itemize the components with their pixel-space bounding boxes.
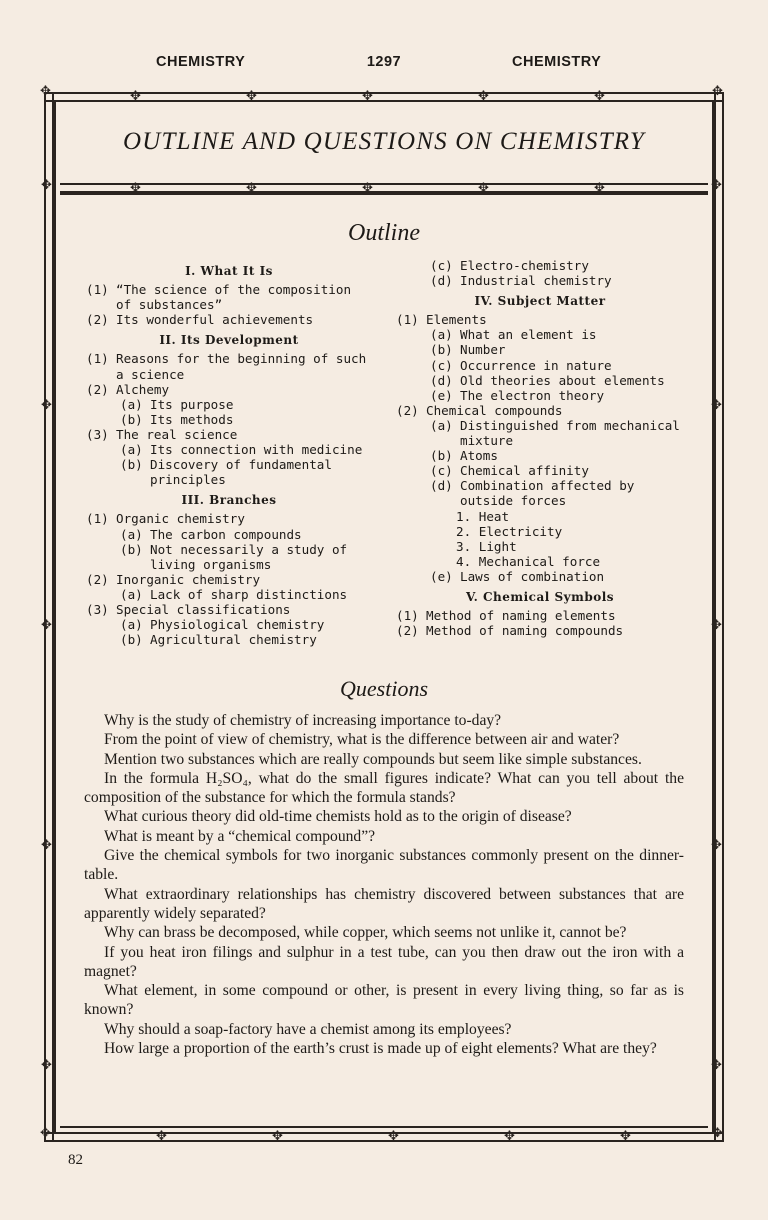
border-ornament-icon: ✥ [711, 617, 722, 632]
outline-subitem-text: Laws of combination [460, 568, 605, 584]
outline-subitem-letter: (a) [430, 327, 453, 343]
outline-subitem-text: Lack of sharp distinctions [150, 586, 348, 602]
outline-item [86, 427, 372, 442]
outline-subitem [86, 397, 372, 412]
outline-item-text: Method of naming elements [426, 608, 616, 624]
question-item: Give the chemical symbols for two inorganic substances commonly present on the dinner-table. [84, 847, 684, 884]
outline-item [396, 608, 684, 623]
outline-item [86, 511, 372, 526]
question-item: Why should a soap-factory have a chemist among its employees? [104, 1020, 512, 1038]
outline-subitem-text: The carbon compounds [150, 526, 302, 542]
question-item: What is meant by a “chemical compound”? [104, 827, 376, 845]
outline-item-text: Inorganic chemistry [116, 571, 261, 587]
outline-subitem-letter: (c) [430, 258, 453, 273]
outline-section-heading: III. Branches [181, 493, 277, 508]
outline-subitem [396, 478, 684, 508]
outline-item-number: (2) [86, 312, 109, 328]
page-number: 82 [68, 1152, 83, 1168]
outline-item [396, 312, 684, 327]
corner-ornament-icon: ✥ [40, 1125, 51, 1140]
page-title: OUTLINE AND QUESTIONS ON CHEMISTRY [123, 128, 645, 155]
outline-subitem [86, 587, 372, 602]
outline-item-number: (1) [86, 511, 109, 527]
outline-item [86, 602, 372, 617]
outline-subitem-text: What an element is [460, 327, 597, 343]
question-item: What extraordinary relationships has chemistry discovered between substances that are apparently widely separated? [84, 885, 684, 922]
question-item: How large a proportion of the earth’s crust is made up of eight elements? What are they? [104, 1040, 657, 1058]
outline-subitem-letter: (b) [120, 457, 143, 473]
border-ornament-icon: ✥ [478, 88, 489, 103]
border-ornament-icon: ✥ [156, 1128, 167, 1143]
outline-item-number: (1) [86, 351, 109, 367]
outline-item-text: “The science of the composition of substances” [116, 282, 352, 313]
outline-section-heading: I. What It Is [185, 264, 273, 278]
outline-subitem-text: The electron theory [460, 387, 605, 403]
outline-subitem-text: Its purpose [150, 396, 234, 412]
outline-subitem [396, 448, 684, 463]
outline-right-column [396, 258, 684, 638]
outline-subitem-letter: (a) [120, 526, 143, 542]
border-ornament-icon: ✥ [504, 1128, 515, 1143]
question-item: Why can brass be decomposed, while copper, which seems not unlike it, cannot be? [104, 924, 627, 942]
running-head-left: CHEMISTRY [156, 54, 246, 70]
outline-subitem [86, 617, 372, 632]
questions-list [84, 711, 684, 1058]
border-ornament-icon: ✥ [130, 88, 141, 103]
outline-section-heading: IV. Subject Matter [474, 294, 606, 309]
outline-subitem [396, 327, 684, 342]
border-ornament-icon: ✥ [711, 397, 722, 412]
outline-subitem-text: Discovery of fundamental principles [150, 457, 332, 488]
corner-ornament-icon: ✥ [712, 83, 723, 98]
outline-subitem-letter: (e) [430, 568, 453, 584]
questions-heading: Questions [340, 676, 428, 701]
outline-subitem-letter: (b) [120, 411, 143, 427]
outline-subsubitem: 1. Heat [456, 508, 510, 524]
question-item: In the formula H₂SO₄, what do the small figures indicate? What can you tell about the composition of the substance for which the formula stands? [84, 769, 684, 807]
question-item: Mention two substances which are really compounds but seem like simple substances. [104, 750, 642, 768]
outline-subitem-letter: (a) [430, 417, 453, 433]
outline-item-number: (3) [86, 426, 109, 442]
outline-item-text: Chemical compounds [426, 402, 563, 418]
outline-subitem-text: Combination affected by outside forces [460, 478, 635, 509]
outline-item [396, 623, 684, 638]
outline-item-number: (3) [86, 601, 109, 617]
outline-subitem-text: Number [460, 342, 506, 358]
question-item: From the point of view of chemistry, what is the difference between air and water? [104, 731, 620, 749]
outline-subsubitem: 2. Electricity [456, 523, 563, 539]
outline-subitem-letter: (d) [430, 478, 453, 494]
outline-heading: Outline [348, 220, 420, 246]
outline-subitem-letter: (c) [430, 463, 453, 479]
outline-subitem [396, 258, 684, 273]
border-ornament-icon: ✥ [41, 397, 52, 412]
border-ornament-icon: ✥ [130, 180, 141, 195]
outline-item-text: Elements [426, 312, 487, 328]
outline-subitem-letter: (a) [120, 617, 143, 633]
border-ornament-icon: ✥ [362, 88, 373, 103]
outline-subitem-letter: (e) [430, 387, 453, 403]
outline-subitem-letter: (a) [120, 442, 143, 458]
corner-ornament-icon: ✥ [40, 83, 51, 98]
border-ornament-icon: ✥ [388, 1128, 399, 1143]
border-ornament-icon: ✥ [711, 177, 722, 192]
outline-subitem-text: Not necessarily a study of living organisms [150, 541, 348, 572]
outline-subitem [86, 457, 372, 487]
outline-subitem-letter: (b) [430, 448, 453, 464]
outline-item-text: The real science [116, 426, 238, 442]
outline-subitem-letter: (a) [120, 396, 143, 412]
outline-item-text: Special classifications [116, 601, 291, 617]
outline-subitem-letter: (b) [120, 632, 143, 648]
outline-subitem [396, 373, 684, 388]
outline-item [86, 382, 372, 397]
outline-item-number: (2) [86, 571, 109, 587]
outline-subitem-text: Distinguished from mechanical mixture [460, 417, 680, 449]
outline-subitem [86, 542, 372, 572]
outline-item [86, 351, 372, 381]
outline-subitem [396, 342, 684, 357]
question-item: If you heat iron filings and sulphur in a test tube, can you then draw out the iron with a magnet? [84, 943, 684, 980]
question-item: What element, in some compound or other, is present in every living thing, so far as is known? [84, 982, 684, 1019]
border-ornament-icon: ✥ [41, 177, 52, 192]
outline-subitem-text: Old theories about elements [460, 372, 665, 388]
outline-item-number: (1) [396, 312, 419, 328]
outline-item [396, 403, 684, 418]
outline-subitem [86, 632, 372, 647]
outline-item-text: Its wonderful achievements [116, 312, 314, 328]
border-ornament-icon: ✥ [711, 837, 722, 852]
outline-item [86, 572, 372, 587]
outline-subitem-text: Physiological chemistry [150, 617, 325, 633]
outline-subitem-letter: (a) [120, 586, 143, 602]
border-ornament-icon: ✥ [41, 1057, 52, 1072]
question-item: Why is the study of chemistry of increasing importance to-day? [104, 712, 502, 729]
outline-item-number: (2) [396, 402, 419, 418]
border-ornament-icon: ✥ [478, 180, 489, 195]
outline-subitem [86, 527, 372, 542]
outline-subitem-letter: (b) [430, 342, 453, 358]
outline-item-number: (2) [86, 381, 109, 397]
running-head-page-number: 1297 [366, 54, 402, 70]
running-head-right: CHEMISTRY [512, 54, 602, 70]
outline-item [86, 282, 372, 312]
outline-subitem-text: Agricultural chemistry [150, 632, 317, 648]
outline-subitem [86, 442, 372, 457]
outline-subitem [396, 463, 684, 478]
border-ornament-icon: ✥ [272, 1128, 283, 1143]
outline-subitem-text: Electro-chemistry [460, 258, 589, 273]
outline-item-text: Method of naming compounds [426, 623, 624, 639]
border-ornament-icon: ✥ [246, 88, 257, 103]
border-ornament-icon: ✥ [711, 1057, 722, 1072]
outline-subitem-text: Chemical affinity [460, 463, 589, 479]
outline-subitem-letter: (b) [120, 541, 143, 557]
border-ornament-icon: ✥ [246, 180, 257, 195]
border-ornament-icon: ✥ [594, 88, 605, 103]
outline-item-number: (1) [396, 608, 419, 624]
border-ornament-icon: ✥ [594, 180, 605, 195]
outline-subitem-text: Its connection with medicine [150, 442, 363, 458]
border-ornament-icon: ✥ [620, 1128, 631, 1143]
outline-subsubitem: 3. Light [456, 538, 517, 554]
border-ornament-icon: ✥ [41, 617, 52, 632]
outline-subitem-text: Occurrence in nature [460, 357, 612, 373]
outline-item-number: (1) [86, 282, 109, 298]
border-ornament-icon: ✥ [41, 837, 52, 852]
outline-subitem-text: Its methods [150, 411, 234, 427]
corner-ornament-icon: ✥ [712, 1125, 723, 1140]
outline-subitem-letter: (d) [430, 273, 453, 289]
border-ornament-icon: ✥ [362, 180, 373, 195]
outline-item-text: Alchemy [116, 381, 170, 397]
outline-item [86, 312, 372, 327]
outline-item-text: Organic chemistry [116, 511, 245, 527]
outline-item-text: Reasons for the beginning of such a science [116, 351, 367, 382]
outline-subitem [86, 412, 372, 427]
outline-subitem-text: Industrial chemistry [460, 273, 612, 289]
outline-subitem [396, 569, 684, 584]
outline-item-number: (2) [396, 623, 419, 639]
outline-subitem-text: Atoms [460, 448, 498, 464]
outline-subitem [396, 418, 684, 448]
outline-subitem-letter: (c) [430, 357, 453, 373]
outline-section-heading: V. Chemical Symbols [465, 589, 615, 604]
outline-subitem-letter: (d) [430, 372, 453, 388]
outline-subitem [396, 358, 684, 373]
outline-section-heading: II. Its Development [159, 333, 299, 348]
question-item: What curious theory did old-time chemists hold as to the origin of disease? [104, 808, 572, 826]
outline-subsubitem: 4. Mechanical force [456, 553, 601, 569]
outline-subitem [396, 273, 684, 288]
outline-left-column [86, 258, 372, 647]
outline-subitem [396, 388, 684, 403]
